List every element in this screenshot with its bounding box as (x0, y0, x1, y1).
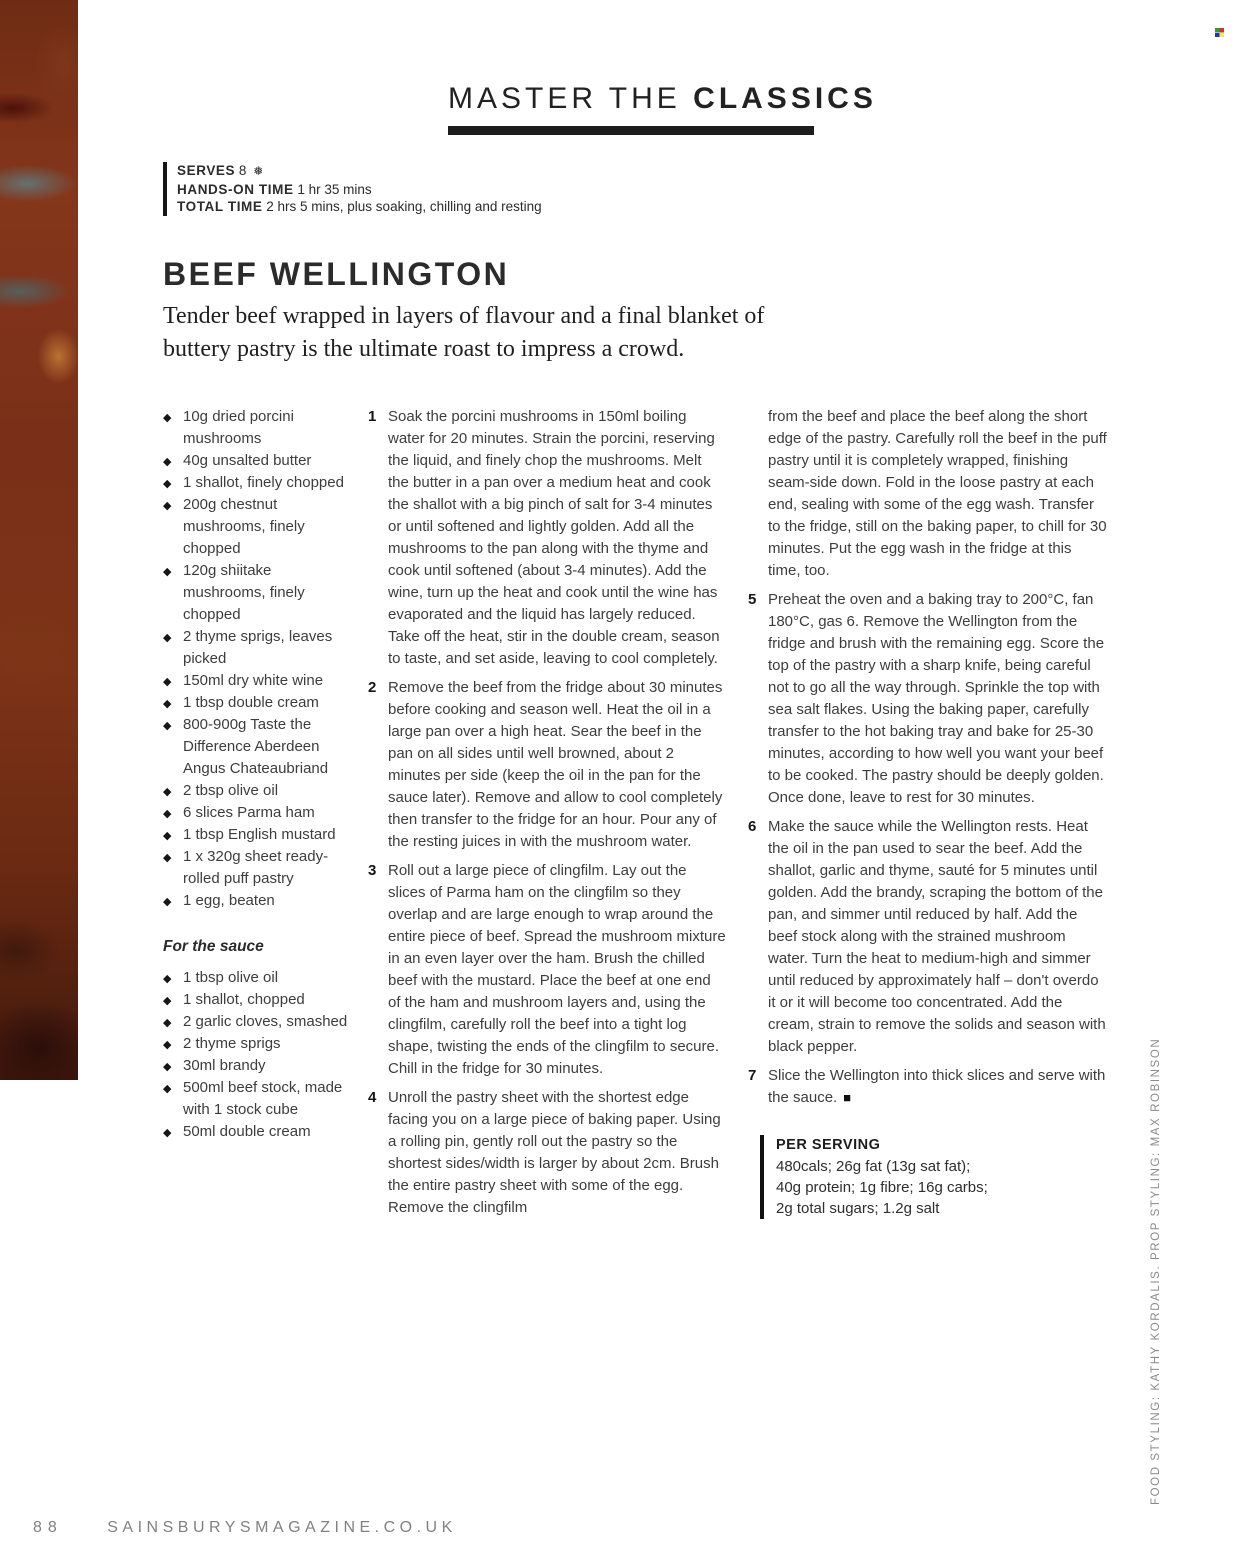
rust-texture-image (0, 0, 78, 1080)
ingredient-text: 6 slices Parma ham (183, 804, 315, 821)
ingredient-item (163, 692, 355, 714)
step-number: 4 (368, 1089, 377, 1106)
step-number: 6 (748, 818, 757, 835)
ingredient-item (163, 1055, 355, 1077)
color-registration-marker-icon (1215, 28, 1224, 37)
total-time-label: TOTAL TIME (177, 199, 263, 214)
ingredient-item (163, 494, 355, 560)
ingredient-item (163, 846, 355, 890)
page-footer (33, 1519, 457, 1537)
ingredient-text: 1 shallot, chopped (183, 991, 305, 1008)
method-step-continuation-text: from the beef and place the beef along the short edge of the pastry. Carefully roll the beef in the puff pastry until it is completely wrapped, finishing seam-side down. Fold in the loose pastry at each end, sealing with some of the egg wash. Transfer to the fridge, still on the baking paper, to chill for 30 minutes. Put the egg wash in the fridge at this time, too. (768, 408, 1107, 579)
diamond-bullet-icon: ◆ (163, 1127, 172, 1139)
ingredient-text: 40g unsalted butter (183, 452, 312, 469)
ingredients-sauce-list (163, 967, 355, 1143)
diamond-bullet-icon: ◆ (163, 830, 172, 842)
method-step (748, 816, 1108, 1058)
nutrition-block (760, 1135, 1108, 1219)
ingredients-column (163, 406, 355, 1143)
ingredient-item (163, 1121, 355, 1143)
diamond-bullet-icon: ◆ (163, 500, 172, 512)
ingredient-text: 50ml double cream (183, 1123, 311, 1140)
ingredient-text: 200g chestnut mushrooms, finely chopped (183, 496, 305, 557)
diamond-bullet-icon: ◆ (163, 1017, 172, 1029)
diamond-bullet-icon: ◆ (163, 808, 172, 820)
diamond-bullet-icon: ◆ (163, 786, 172, 798)
step-text: Slice the Wellington into thick slices and serve with the sauce. (768, 1067, 1106, 1106)
step-number: 2 (368, 679, 377, 696)
diamond-bullet-icon: ◆ (163, 852, 172, 864)
masthead-title (448, 82, 877, 116)
diamond-bullet-icon: ◆ (163, 456, 172, 468)
recipe-info-block (163, 162, 542, 216)
masthead-title-bold: CLASSICS (693, 82, 877, 115)
step-text: Unroll the pastry sheet with the shortest edge facing you on a large piece of baking paper. Using a rolling pin, gently roll out the pastry so the shortest sides/width is larger by about 2cm. Brush the entire pastry sheet with some of the egg. Remove the clingfilm (388, 1089, 721, 1216)
diamond-bullet-icon: ◆ (163, 1061, 172, 1073)
ingredient-text: 10g dried porcini mushrooms (183, 408, 294, 447)
diamond-bullet-icon: ◆ (163, 698, 172, 710)
ingredient-text: 30ml brandy (183, 1057, 266, 1074)
ingredient-text: 2 thyme sprigs (183, 1035, 281, 1052)
ingredient-item (163, 406, 355, 450)
ingredient-item (163, 472, 355, 494)
ingredient-item (163, 714, 355, 780)
diamond-bullet-icon: ◆ (163, 412, 172, 424)
ingredient-text: 1 shallot, finely chopped (183, 474, 344, 491)
serves-value: 8 (238, 163, 247, 178)
method-column-right (748, 406, 1108, 1219)
masthead-title-light: MASTER THE (448, 82, 681, 115)
serves-label: SERVES (177, 163, 236, 178)
ingredient-text: 1 x 320g sheet ready-rolled puff pastry (183, 848, 329, 887)
method-step (368, 677, 726, 853)
ingredient-text: 1 tbsp double cream (183, 694, 319, 711)
ingredient-item (163, 560, 355, 626)
total-time-row (177, 198, 542, 216)
end-mark-icon: ■ (843, 1090, 852, 1105)
total-time-value: 2 hrs 5 mins, plus soaking, chilling and resting (266, 199, 542, 214)
ingredient-text: 120g shiitake mushrooms, finely chopped (183, 562, 305, 623)
step-text: Soak the porcini mushrooms in 150ml boiling water for 20 minutes. Strain the porcini, reserving the liquid, and finely chop the mushrooms. Melt the butter in a pan over a medium heat and cook the shallot with a big pinch of salt for 3-4 minutes or until softened and lightly golden. Add all the mushrooms to the pan along with the thyme and cook until softened (about 3-4 minutes). Add the wine, turn up the heat and cook until the wine has evaporated and the liquid has largely reduced. Take off the heat, stir in the double cream, season to taste, and set aside, leaving to cool completely. (388, 408, 720, 667)
diamond-bullet-icon: ◆ (163, 566, 172, 578)
ingredient-text: 2 garlic cloves, smashed (183, 1013, 348, 1030)
step-number: 7 (748, 1067, 757, 1084)
styling-credit: FOOD STYLING: KATHY KORDALIS. PROP STYLING: MAX ROBINSON (1150, 1037, 1162, 1505)
method-steps-right (748, 589, 1108, 1109)
step-text: Make the sauce while the Wellington rests. Heat the oil in the pan used to sear the beef. Add the shallot, garlic and thyme, sauté for 5 minutes until golden. Add the brandy, scraping the bottom of the pan, and simmer until reduced by half. Add the beef stock along with the strained mushroom water. Turn the heat to medium-high and simmer until reduced by approximately half – don't overdo it or it will become too concentrated. Add the cream, strain to remove the solids and season with black pepper. (768, 818, 1106, 1055)
ingredient-item (163, 802, 355, 824)
ingredient-item (163, 670, 355, 692)
page-number: 88 (33, 1519, 63, 1536)
diamond-bullet-icon: ◆ (163, 1083, 172, 1095)
ingredient-item (163, 824, 355, 846)
method-step (368, 860, 726, 1080)
diamond-bullet-icon: ◆ (163, 478, 172, 490)
recipe-intro: Tender beef wrapped in layers of flavour and a final blanket of buttery pastry is the ultimate roast to impress a crowd. (163, 303, 765, 362)
nutrition-heading: PER SERVING (776, 1137, 881, 1153)
diamond-bullet-icon: ◆ (163, 896, 172, 908)
diamond-bullet-icon: ◆ (163, 632, 172, 644)
masthead-space (681, 82, 693, 115)
ingredients-main-list (163, 406, 355, 912)
diamond-bullet-icon: ◆ (163, 995, 172, 1007)
ingredient-text: 150ml dry white wine (183, 672, 324, 689)
method-column-left (368, 406, 726, 1226)
recipe-title: BEEF WELLINGTON (163, 256, 510, 292)
ingredient-item (163, 1033, 355, 1055)
ingredient-text: 500ml beef stock, made with 1 stock cube (183, 1079, 343, 1118)
step-number: 3 (368, 862, 377, 879)
ingredient-item (163, 1077, 355, 1121)
ingredient-text: 2 tbsp olive oil (183, 782, 279, 799)
freezable-icon: ❅ (253, 164, 264, 178)
diamond-bullet-icon: ◆ (163, 676, 172, 688)
method-step (748, 1065, 1108, 1109)
nutrition-line: 480cals; 26g fat (13g sat fat); (776, 1158, 971, 1175)
hands-on-time-value: 1 hr 35 mins (297, 181, 372, 197)
ingredient-text: 1 tbsp olive oil (183, 969, 279, 986)
diamond-bullet-icon: ◆ (163, 720, 172, 732)
ingredient-text: 2 thyme sprigs, leaves picked (183, 628, 333, 667)
ingredient-item (163, 967, 355, 989)
ingredient-item (163, 450, 355, 472)
method-step (368, 1087, 726, 1219)
masthead (448, 82, 877, 135)
ingredient-item (163, 1011, 355, 1033)
serves-row (177, 162, 542, 181)
ingredient-item (163, 780, 355, 802)
step-text: Preheat the oven and a baking tray to 200°C, fan 180°C, gas 6. Remove the Wellington from the fridge and brush with the remaining egg. Score the top of the pastry with a sharp knife, being careful not to go all the way through. Sprinkle the top with sea salt flakes. Using the baking paper, carefully transfer to the hot baking tray and bake for 25-30 minutes, according to how well you want your beef to be cooked. The pastry should be deeply golden. Once done, leave to rest for 30 minutes. (768, 591, 1105, 806)
method-step-continuation (748, 406, 1108, 582)
sauce-heading: For the sauce (163, 938, 264, 955)
nutrition-line: 2g total sugars; 1.2g salt (776, 1200, 940, 1217)
hands-on-time-label: HANDS-ON TIME (177, 181, 294, 197)
nutrition-line: 40g protein; 1g fibre; 16g carbs; (776, 1179, 988, 1196)
ingredient-item (163, 626, 355, 670)
ingredient-item (163, 890, 355, 912)
diamond-bullet-icon: ◆ (163, 1039, 172, 1051)
masthead-underline-bar (448, 126, 814, 135)
step-text: Remove the beef from the fridge about 30 minutes before cooking and season well. Heat the oil in a large pan over a high heat. Sear the beef in the pan on all sides until well browned, about 2 minutes per side (keep the oil in the pan for the sauce later). Remove and allow to cool completely then transfer to the fridge for an hour. Pour any of the resting juices in with the mushroom water. (388, 679, 723, 850)
step-number: 1 (368, 408, 377, 425)
hands-on-time-row (177, 181, 542, 199)
ingredient-text: 800-900g Taste the Difference Aberdeen Angus Chateaubriand (183, 716, 329, 777)
website-url: SAINSBURYSMAGAZINE.CO.UK (107, 1519, 457, 1536)
method-step (748, 589, 1108, 809)
step-number: 5 (748, 591, 757, 608)
method-step (368, 406, 726, 670)
step-text: Roll out a large piece of clingfilm. Lay out the slices of Parma ham on the clingfilm so they overlap and are large enough to wrap around the entire piece of beef. Spread the mushroom mixture in an even layer over the ham. Brush the chilled beef with the mustard. Place the beef at one end of the ham and mushroom layers and, using the clingfilm, carefully roll the beef into a tight log shape, twisting the ends of the clingfilm to secure. Chill in the fridge for 30 minutes. (388, 862, 726, 1077)
ingredient-text: 1 tbsp English mustard (183, 826, 336, 843)
ingredient-text: 1 egg, beaten (183, 892, 275, 909)
diamond-bullet-icon: ◆ (163, 973, 172, 985)
ingredient-item (163, 989, 355, 1011)
